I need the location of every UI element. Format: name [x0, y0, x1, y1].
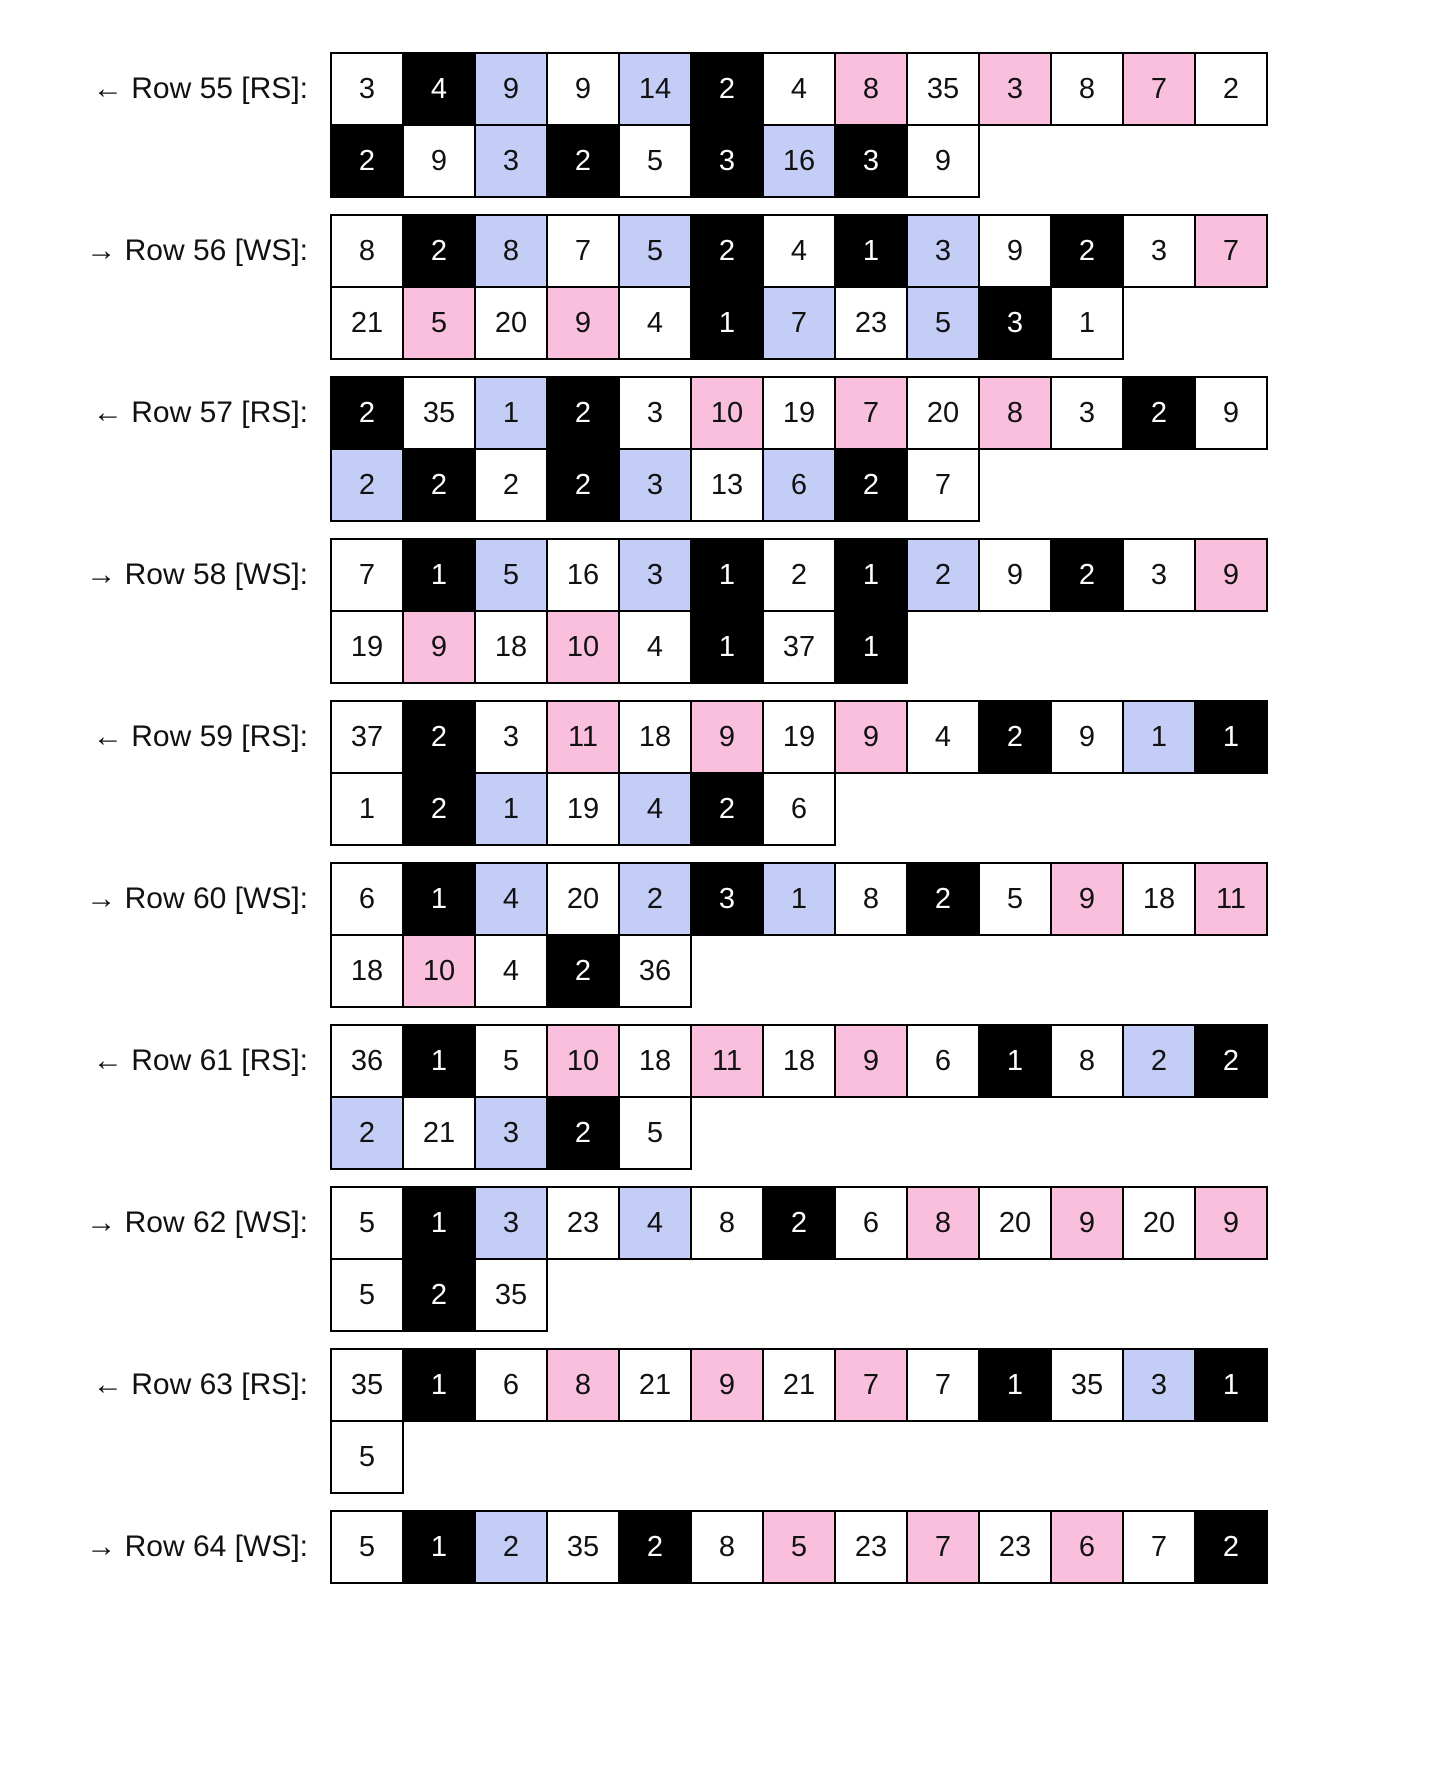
stitch-cell: 18: [330, 934, 404, 1008]
stitch-cell: 9: [906, 124, 980, 198]
row-label: → Row 62 [WS]:: [86, 1206, 308, 1239]
stitch-cell: 21: [618, 1348, 692, 1422]
stitch-cell: 3: [618, 448, 692, 522]
stitch-cell: 2: [474, 1510, 548, 1584]
stitch-cell: 18: [762, 1024, 836, 1098]
row-cells: [330, 376, 1335, 520]
stitch-cell: 2: [1122, 1024, 1196, 1098]
stitch-cell: 2: [690, 772, 764, 846]
stitch-cell: 3: [474, 1186, 548, 1260]
stitch-cell: 3: [1050, 376, 1124, 450]
stitch-cell: 20: [906, 376, 980, 450]
stitch-cell: 2: [1050, 538, 1124, 612]
stitch-cell: 4: [474, 934, 548, 1008]
stitch-cell: 3: [1122, 538, 1196, 612]
stitch-cell: 9: [402, 610, 476, 684]
stitch-cell: 19: [546, 772, 620, 846]
stitch-cell: 1: [402, 1348, 476, 1422]
stitch-cell: 21: [330, 286, 404, 360]
stitch-cell: 19: [762, 376, 836, 450]
stitch-cell: 6: [474, 1348, 548, 1422]
stitch-cell: 9: [978, 538, 1052, 612]
row-label: → Row 58 [WS]:: [86, 558, 308, 591]
stitch-cell: 18: [618, 1024, 692, 1098]
stitch-cell: 3: [690, 862, 764, 936]
stitch-cell: 35: [906, 52, 980, 126]
stitch-cell: 3: [1122, 1348, 1196, 1422]
stitch-cell: 16: [546, 538, 620, 612]
chart-row: [30, 1186, 1405, 1330]
row-cells: [330, 1348, 1335, 1492]
stitch-cell: 2: [618, 862, 692, 936]
stitch-cell: 1: [690, 610, 764, 684]
row-label: ← Row 55 [RS]:: [92, 72, 308, 105]
stitch-cell: 2: [402, 700, 476, 774]
stitch-cell: 2: [762, 538, 836, 612]
stitch-cell: 1: [834, 610, 908, 684]
stitch-cell: 9: [1194, 376, 1268, 450]
stitch-cell: 5: [618, 124, 692, 198]
stitch-cell: 9: [1050, 700, 1124, 774]
stitch-cell: 7: [834, 1348, 908, 1422]
stitch-cell: 1: [690, 286, 764, 360]
stitch-cell: 23: [546, 1186, 620, 1260]
stitch-cell: 2: [402, 448, 476, 522]
stitch-cell: 3: [474, 124, 548, 198]
stitch-cell: 3: [906, 214, 980, 288]
stitch-cell: 5: [906, 286, 980, 360]
stitch-cell: 10: [546, 1024, 620, 1098]
stitch-cell: 8: [1050, 1024, 1124, 1098]
stitch-cell: 9: [1050, 862, 1124, 936]
row-label: → Row 64 [WS]:: [86, 1530, 308, 1563]
stitch-cell: 1: [978, 1024, 1052, 1098]
stitch-cell: 9: [546, 52, 620, 126]
chart-row: [30, 1510, 1405, 1584]
row-cells: [330, 1024, 1335, 1168]
stitch-cell: 2: [1194, 52, 1268, 126]
stitch-cell: 2: [402, 214, 476, 288]
stitch-cell: 36: [330, 1024, 404, 1098]
stitch-cell: 7: [906, 1348, 980, 1422]
stitch-cell: 21: [762, 1348, 836, 1422]
stitch-cell: 5: [330, 1420, 404, 1494]
stitch-cell: 9: [474, 52, 548, 126]
stitch-cell: 2: [330, 1096, 404, 1170]
chart-row: [30, 1024, 1405, 1168]
stitch-cell: 5: [618, 214, 692, 288]
stitch-cell: 1: [690, 538, 764, 612]
stitch-cell: 5: [762, 1510, 836, 1584]
stitch-cell: 10: [402, 934, 476, 1008]
stitch-cell: 2: [546, 376, 620, 450]
stitch-cell: 3: [330, 52, 404, 126]
stitch-cell: 5: [474, 1024, 548, 1098]
stitch-cell: 2: [1122, 376, 1196, 450]
stitch-cell: 2: [906, 862, 980, 936]
stitch-cell: 1: [1122, 700, 1196, 774]
stitch-cell: 6: [762, 448, 836, 522]
stitch-cell: 1: [1194, 1348, 1268, 1422]
stitch-cell: 4: [474, 862, 548, 936]
stitch-cell: 4: [618, 286, 692, 360]
stitch-cell: 1: [402, 1186, 476, 1260]
stitch-cell: 19: [330, 610, 404, 684]
row-cells: [330, 700, 1335, 844]
stitch-cell: 2: [546, 934, 620, 1008]
row-cells: [330, 214, 1335, 358]
row-label: ← Row 59 [RS]:: [92, 720, 308, 753]
stitch-cell: 9: [402, 124, 476, 198]
stitch-cell: 2: [690, 52, 764, 126]
stitch-cell: 2: [330, 448, 404, 522]
stitch-cell: 4: [762, 52, 836, 126]
stitch-cell: 1: [402, 538, 476, 612]
stitch-cell: 2: [978, 700, 1052, 774]
stitch-cell: 18: [618, 700, 692, 774]
stitch-cell: 20: [1122, 1186, 1196, 1260]
stitch-cell: 2: [762, 1186, 836, 1260]
stitch-cell: 5: [618, 1096, 692, 1170]
chart-row: [30, 376, 1405, 520]
stitch-cell: 1: [834, 538, 908, 612]
stitch-cell: 7: [762, 286, 836, 360]
stitch-cell: 35: [402, 376, 476, 450]
stitch-cell: 9: [1194, 1186, 1268, 1260]
stitch-cell: 11: [546, 700, 620, 774]
stitch-cell: 7: [1122, 52, 1196, 126]
stitch-cell: 2: [1194, 1024, 1268, 1098]
row-cells: [330, 1186, 1335, 1330]
chart-row: [30, 538, 1405, 682]
stitch-cell: 35: [330, 1348, 404, 1422]
stitch-cell: 5: [330, 1510, 404, 1584]
stitch-cell: 6: [1050, 1510, 1124, 1584]
stitch-cell: 18: [1122, 862, 1196, 936]
stitch-cell: 3: [618, 376, 692, 450]
stitch-cell: 5: [330, 1258, 404, 1332]
row-label: → Row 56 [WS]:: [86, 234, 308, 267]
stitch-cell: 2: [906, 538, 980, 612]
stitch-cell: 5: [978, 862, 1052, 936]
chart-row: [30, 214, 1405, 358]
stitch-cell: 2: [1050, 214, 1124, 288]
stitch-cell: 1: [834, 214, 908, 288]
stitch-cell: 2: [330, 376, 404, 450]
stitch-cell: 3: [618, 538, 692, 612]
stitch-cell: 21: [402, 1096, 476, 1170]
stitch-cell: 1: [1050, 286, 1124, 360]
stitch-cell: 4: [618, 772, 692, 846]
stitch-cell: 2: [546, 448, 620, 522]
stitch-cell: 6: [762, 772, 836, 846]
stitch-cell: 1: [330, 772, 404, 846]
row-cells: [330, 538, 1335, 682]
stitch-cell: 2: [834, 448, 908, 522]
chart-row: [30, 52, 1405, 196]
stitch-cell: 7: [1194, 214, 1268, 288]
stitch-cell: 9: [1050, 1186, 1124, 1260]
stitch-cell: 8: [690, 1186, 764, 1260]
stitch-cell: 9: [690, 700, 764, 774]
stitch-cell: 3: [978, 52, 1052, 126]
stitch-cell: 37: [762, 610, 836, 684]
stitch-cell: 9: [834, 1024, 908, 1098]
stitch-cell: 20: [546, 862, 620, 936]
stitch-cell: 35: [546, 1510, 620, 1584]
row-cells: [330, 1510, 1335, 1582]
stitch-cell: 2: [402, 1258, 476, 1332]
stitch-cell: 7: [330, 538, 404, 612]
stitch-cell: 4: [402, 52, 476, 126]
stitch-cell: 4: [618, 610, 692, 684]
stitch-cell: 3: [1122, 214, 1196, 288]
stitch-cell: 8: [690, 1510, 764, 1584]
stitch-cell: 8: [906, 1186, 980, 1260]
stitch-cell: 8: [474, 214, 548, 288]
stitch-cell: 13: [690, 448, 764, 522]
stitch-cell: 16: [762, 124, 836, 198]
stitch-cell: 4: [762, 214, 836, 288]
stitch-cell: 1: [762, 862, 836, 936]
stitch-cell: 35: [474, 1258, 548, 1332]
stitch-cell: 8: [1050, 52, 1124, 126]
stitch-cell: 2: [330, 124, 404, 198]
stitch-cell: 3: [834, 124, 908, 198]
row-cells: [330, 52, 1335, 196]
stitch-cell: 11: [690, 1024, 764, 1098]
chart-row: [30, 1348, 1405, 1492]
stitch-cell: 6: [834, 1186, 908, 1260]
stitch-cell: 3: [474, 700, 548, 774]
stitch-cell: 7: [906, 1510, 980, 1584]
stitch-cell: 10: [546, 610, 620, 684]
stitch-cell: 1: [474, 376, 548, 450]
stitch-cell: 9: [690, 1348, 764, 1422]
stitch-cell: 2: [474, 448, 548, 522]
stitch-cell: 8: [834, 862, 908, 936]
stitch-cell: 6: [330, 862, 404, 936]
row-label: → Row 60 [WS]:: [86, 882, 308, 915]
stitch-cell: 1: [402, 1510, 476, 1584]
stitch-cell: 7: [906, 448, 980, 522]
stitch-cell: 2: [402, 772, 476, 846]
stitch-cell: 11: [1194, 862, 1268, 936]
stitch-cell: 14: [618, 52, 692, 126]
stitch-cell: 2: [546, 1096, 620, 1170]
stitch-cell: 20: [978, 1186, 1052, 1260]
stitch-cell: 9: [978, 214, 1052, 288]
stitch-cell: 1: [474, 772, 548, 846]
stitch-cell: 7: [834, 376, 908, 450]
chart-row: [30, 862, 1405, 1006]
stitch-cell: 4: [618, 1186, 692, 1260]
row-label: ← Row 61 [RS]:: [92, 1044, 308, 1077]
stitch-cell: 9: [1194, 538, 1268, 612]
stitch-cell: 7: [546, 214, 620, 288]
stitch-cell: 35: [1050, 1348, 1124, 1422]
stitch-cell: 7: [1122, 1510, 1196, 1584]
stitch-cell: 1: [402, 862, 476, 936]
stitch-cell: 5: [402, 286, 476, 360]
stitch-cell: 36: [618, 934, 692, 1008]
stitch-cell: 10: [690, 376, 764, 450]
stitch-cell: 6: [906, 1024, 980, 1098]
stitch-cell: 1: [1194, 700, 1268, 774]
stitch-cell: 19: [762, 700, 836, 774]
stitch-cell: 1: [978, 1348, 1052, 1422]
stitch-cell: 8: [834, 52, 908, 126]
row-label: ← Row 63 [RS]:: [92, 1368, 308, 1401]
row-label: ← Row 57 [RS]:: [92, 396, 308, 429]
stitch-cell: 9: [834, 700, 908, 774]
stitch-cell: 3: [690, 124, 764, 198]
stitch-cell: 3: [978, 286, 1052, 360]
stitch-cell: 2: [618, 1510, 692, 1584]
stitch-cell: 5: [474, 538, 548, 612]
stitch-cell: 23: [834, 286, 908, 360]
stitch-cell: 23: [834, 1510, 908, 1584]
stitch-cell: 2: [690, 214, 764, 288]
stitch-cell: 2: [1194, 1510, 1268, 1584]
row-cells: [330, 862, 1335, 1006]
stitch-cell: 37: [330, 700, 404, 774]
stitch-cell: 8: [330, 214, 404, 288]
stitch-cell: 9: [546, 286, 620, 360]
chart-row: [30, 700, 1405, 844]
stitch-cell: 18: [474, 610, 548, 684]
stitch-cell: 3: [474, 1096, 548, 1170]
stitch-cell: 2: [546, 124, 620, 198]
stitch-cell: 8: [546, 1348, 620, 1422]
stitch-cell: 5: [330, 1186, 404, 1260]
stitch-cell: 8: [978, 376, 1052, 450]
stitch-cell: 20: [474, 286, 548, 360]
stitch-cell: 4: [906, 700, 980, 774]
stitch-cell: 1: [402, 1024, 476, 1098]
stitch-cell: 23: [978, 1510, 1052, 1584]
